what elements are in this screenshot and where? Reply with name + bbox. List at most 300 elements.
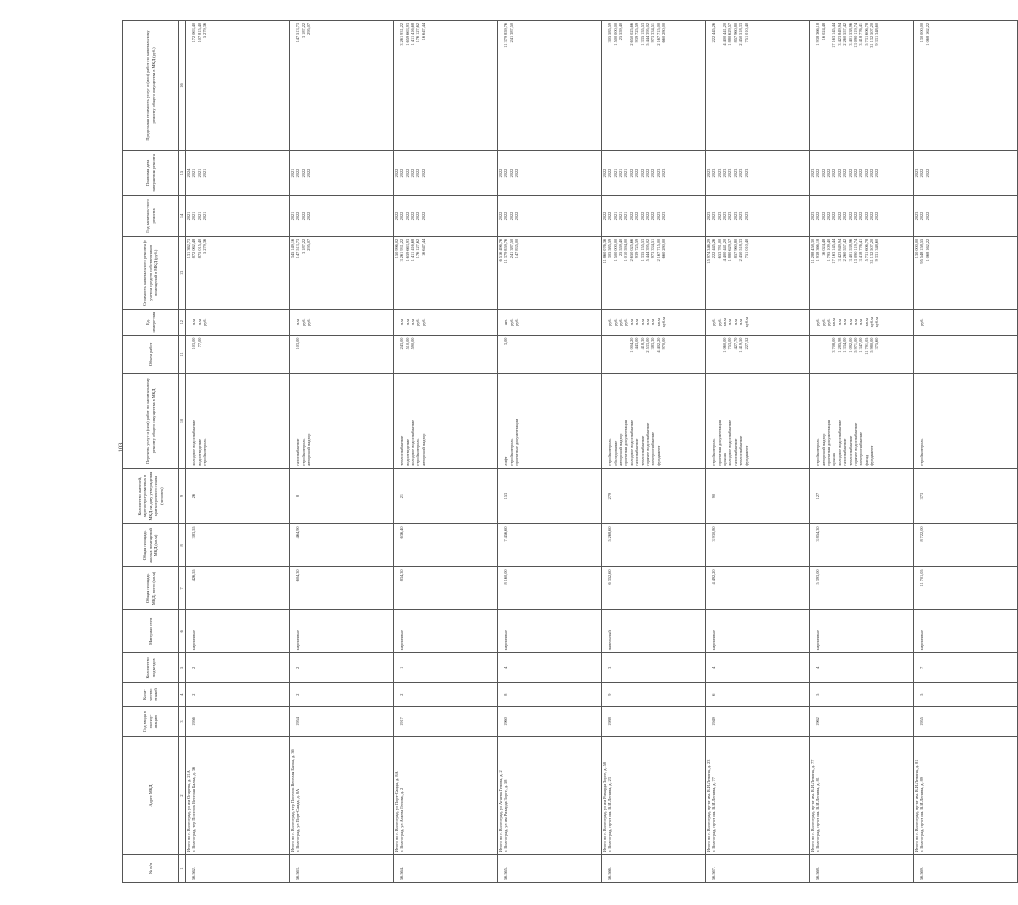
repair-year-cell-line: 2022 — [868, 211, 874, 221]
year-cell — [498, 706, 602, 736]
page-number: 103 — [117, 442, 125, 453]
residents-cell — [914, 468, 1018, 524]
repair-year-cell-line: 2023 — [706, 211, 711, 221]
end-date-cell-line: 2022 — [394, 168, 399, 178]
works-cell-line: водоотведение — [196, 438, 202, 466]
table-row — [810, 21, 914, 883]
limit-cost-cell-line: 176 127,62 — [415, 23, 421, 43]
unit-cell — [706, 309, 810, 335]
volume-cell-line: 3,00 — [503, 337, 509, 346]
column-header: Общая площадь жилых помещений МКД (кв.м) — [123, 524, 179, 567]
unit-cell — [810, 309, 914, 335]
limit-cost-cell-line: 1 880 629,57 — [727, 23, 733, 46]
address-cell-line: Итого по г. Волгоград, пр-кт им. В.И.Ленина, д. 77 — [810, 759, 815, 853]
repair-year-cell-line: 2022 — [498, 211, 503, 221]
cost-cell — [394, 236, 498, 309]
entrances-cell-line: 4 — [503, 666, 509, 669]
cost-cell-line: 939 725,59 — [634, 238, 640, 259]
entrances-cell — [186, 653, 290, 683]
repair-year-cell — [810, 196, 914, 237]
unit-cell-line: п.м — [644, 319, 650, 326]
address-cell-line: г. Волгоград, пр-кт им. В.И.Ленина, д. 77 — [711, 777, 717, 853]
address-cell — [810, 737, 914, 855]
cost-cell — [810, 236, 914, 309]
area-living-cell — [810, 524, 914, 567]
end-date-cell-line: 2023 — [660, 168, 666, 178]
address-cell-line: г. Волгоград, ул им Рихарда Зорге, д. 58 — [503, 779, 509, 853]
limit-cost-cell-line: 31 132 507,20 — [868, 23, 874, 48]
column-number: 7 — [179, 567, 186, 610]
address-cell-line: г. Волгоград, пр-кт им. В.И.Ленина, д. 81 — [815, 777, 821, 853]
end-date-cell-line: 2021 — [618, 168, 624, 178]
repair-year-cell-line: 2022 — [847, 211, 853, 221]
works-cell-line: стройконтроль — [919, 438, 925, 466]
end-date-cell — [810, 151, 914, 196]
end-date-cell-line: 2023 — [732, 168, 738, 178]
cost-cell-line: 1 880 629,57 — [727, 238, 733, 262]
column-header: № п/п — [123, 855, 179, 883]
unit-cell-line: шт. — [503, 319, 509, 326]
header-row — [123, 21, 179, 883]
cost-cell-line: 1 068 162,22 — [924, 238, 930, 262]
column-number: 10 — [179, 374, 186, 468]
end-date-cell-line: 2022 — [399, 168, 405, 178]
cost-cell-line: 345 149,16 — [290, 238, 295, 259]
limit-cost-cell — [394, 21, 498, 151]
works-cell-line: авторский надзор — [618, 433, 624, 466]
works-cell — [810, 374, 914, 468]
repair-year-cell-line: 2022 — [863, 211, 869, 221]
repair-year-cell — [186, 196, 290, 237]
area-living-cell-line: 7 456,60 — [503, 526, 509, 542]
limit-cost-cell-line: 3 418 776,41 — [858, 23, 864, 46]
entrances-cell-line: 4 — [815, 666, 821, 669]
works-cell — [914, 374, 1018, 468]
repair-year-cell-line: 2022 — [826, 211, 832, 221]
cost-cell-line: 147 835,00 — [514, 238, 520, 259]
limit-cost-cell-line: 3 261 931,22 — [399, 23, 405, 46]
limit-cost-cell-line: 16 647,44 — [420, 23, 426, 41]
works-cell-line: обследование — [612, 440, 618, 466]
works-cell-line: фундамент — [743, 445, 749, 466]
works-cell-line: холодное водоснабжение — [727, 419, 733, 466]
volume-cell-line: 3 708,00 — [831, 337, 837, 353]
unit-cell-line: куб.м — [743, 317, 749, 328]
table-row — [290, 21, 394, 883]
limit-cost-cell-line: 2 167 715,00 — [655, 23, 661, 46]
year-cell — [394, 706, 498, 736]
unit-cell-line: руб. — [415, 318, 421, 326]
column-header: Количество жителей, зарегистри-рованных в МКД на дату утверждения краткосрочного плана (человек) — [123, 468, 179, 524]
column-number: 11 — [179, 335, 186, 374]
limit-cost-cell-line: 1 659 663,93 — [404, 23, 410, 46]
table-row — [914, 21, 1018, 883]
volume-cell-line: 1 004,20 — [628, 337, 634, 353]
wall-material-cell-line: кирпичные — [711, 629, 717, 651]
end-date-cell-line: 2023 — [738, 168, 744, 178]
cost-cell-line: 2 167 715,00 — [655, 238, 661, 262]
unit-cell-line: руб. — [826, 318, 832, 326]
unit-cell-line: кв.м — [831, 318, 837, 327]
column-header: Перечень услуг и (или) работ по капитальному ремонту общего имущества в МКД — [123, 374, 179, 468]
row-number — [706, 855, 810, 883]
volume-cell-line: 375,60 — [874, 337, 880, 350]
row-number — [186, 855, 290, 883]
works-cell-line: авторский надзор — [420, 433, 426, 466]
residents-cell-line: 21 — [399, 493, 405, 499]
volume-cell-line: 1 092,00 — [847, 337, 853, 353]
volume-cell-line: 590,00 — [410, 337, 416, 350]
limit-cost-cell-line: 3 401 538,96 — [847, 23, 853, 46]
unit-cell-line: куб.м — [874, 317, 880, 328]
limit-cost-cell — [186, 21, 290, 151]
unit-cell — [290, 309, 394, 335]
row-number-line: 56.562. — [191, 867, 197, 880]
end-date-cell-line: 2023 — [914, 168, 919, 178]
limit-cost-cell-line: 1 500 000,00 — [612, 23, 618, 46]
repair-year-cell-line: 2021 — [196, 211, 202, 221]
address-cell-line: Итого по г. Волгоград, ул Агаева Генова, д. 2 — [498, 770, 503, 853]
table-row — [394, 21, 498, 883]
end-date-cell-line: 2022 — [415, 168, 421, 178]
unit-cell-line: руб. — [815, 318, 821, 326]
limit-cost-cell — [914, 21, 1018, 151]
cost-cell-line: 15 974 346,29 — [706, 238, 711, 264]
repair-year-cell-line: 2022 — [650, 211, 656, 221]
repair-year-cell-line: 2021 — [202, 211, 208, 221]
cost-cell — [602, 236, 706, 309]
cost-cell — [290, 236, 394, 309]
area-total-cell — [810, 567, 914, 610]
address-cell — [498, 737, 602, 855]
unit-cell — [602, 309, 706, 335]
repair-year-cell-line: 2022 — [628, 211, 634, 221]
end-date-cell-line: 2022 — [650, 168, 656, 178]
end-date-cell-line: 2022 — [503, 168, 509, 178]
repair-year-cell-line: 2023 — [716, 211, 722, 221]
unit-cell-line: куб.м — [660, 317, 666, 328]
year-cell-line: 1988 — [607, 717, 613, 726]
column-header: Количество подъездов — [123, 653, 179, 683]
cost-cell-line: 9 331 348,60 — [874, 238, 880, 262]
cost-cell-line: 3 423 849,94 — [836, 238, 842, 262]
entrances-cell — [602, 653, 706, 683]
repair-year-cell-line: 2021 — [191, 211, 197, 221]
year-cell — [914, 706, 1018, 736]
works-cell-line: авторский надзор — [306, 433, 312, 466]
repair-year-cell — [602, 196, 706, 237]
unit-cell-line: п.м — [404, 319, 410, 326]
entrances-cell — [810, 653, 914, 683]
works-cell-line: стройконтроль — [711, 438, 717, 466]
end-date-cell-line: 2022 — [514, 168, 520, 178]
works-cell-line: фундамент — [655, 445, 661, 466]
works-cell-line: горячее водоснабжение — [644, 422, 650, 466]
unit-cell-line: п.м — [634, 319, 640, 326]
limit-cost-cell-line: 1 335 155,53 — [639, 23, 645, 46]
wall-material-cell-line: кирпичные — [399, 629, 405, 651]
area-total-cell — [914, 567, 1018, 610]
row-number — [914, 855, 1018, 883]
unit-cell-line: руб. — [618, 318, 624, 326]
year-cell — [602, 706, 706, 736]
address-cell — [186, 737, 290, 855]
capital-repair-table — [122, 20, 1018, 883]
table-row — [706, 21, 810, 883]
floors-cell-line: 9 — [607, 693, 613, 696]
entrances-cell-line: 2 — [191, 666, 197, 669]
address-cell-line: г. Волгоград, пр-кт им. В.И.Ленина, д. 23 — [607, 777, 613, 853]
end-date-cell — [290, 151, 394, 196]
works-cell-line: теплоснабжение — [399, 435, 405, 466]
limit-cost-cell-line: 1 068 162,22 — [924, 23, 930, 46]
repair-year-cell-line: 2022 — [508, 211, 514, 221]
cost-cell-line: 1 795 109,40 — [826, 238, 832, 262]
entrances-cell-line: 1 — [399, 666, 405, 669]
works-cell — [602, 374, 706, 468]
volume-cell — [914, 335, 1018, 374]
unit-cell — [186, 309, 290, 335]
works-cell-line: газоснабжение — [842, 438, 848, 466]
floors-cell — [186, 683, 290, 707]
residents-cell-line: 153 — [503, 492, 509, 500]
cost-cell — [706, 236, 810, 309]
end-date-cell — [602, 151, 706, 196]
volume-cell — [394, 335, 498, 374]
end-date-cell — [498, 151, 602, 196]
works-cell-line: стройконтроль — [415, 438, 421, 466]
repair-year-cell-line: 2022 — [503, 211, 509, 221]
cost-cell-line: 176 127,62 — [415, 238, 421, 259]
volume-cell-line: 103,00 — [191, 337, 197, 350]
limit-cost-cell-line: 751 010,40 — [743, 23, 749, 43]
repair-year-cell-line: 2023 — [810, 211, 815, 221]
wall-material-cell-line: кирпичные — [191, 629, 197, 651]
works-cell-line: электроснабжение — [858, 431, 864, 466]
floors-cell — [914, 683, 1018, 707]
repair-year-cell-line: 2023 — [727, 211, 733, 221]
area-total-cell-line: 834,30 — [399, 569, 405, 582]
row-number — [394, 855, 498, 883]
end-date-cell-line: 2022 — [634, 168, 640, 178]
works-cell-line: фундамент — [868, 445, 874, 466]
cost-cell-line: 17 163 145,44 — [831, 238, 837, 264]
table-body — [186, 21, 1018, 883]
repair-year-cell-line: 2021 — [618, 211, 624, 221]
limit-cost-cell-line: 857 960,80 — [732, 23, 738, 43]
residents-cell — [706, 468, 810, 524]
entrances-cell-line: 2 — [295, 666, 301, 669]
column-number: 14 — [179, 196, 186, 237]
row-number — [498, 855, 602, 883]
floors-cell — [498, 683, 602, 707]
limit-cost-cell-line: 172 063,40 — [191, 23, 197, 43]
residents-cell — [394, 468, 498, 524]
works-cell-line: стройконтроль — [300, 438, 306, 466]
cost-cell-line: 1 411 416,68 — [410, 238, 416, 262]
cost-cell-line: 3 261 931,22 — [399, 238, 405, 262]
cost-cell-line: 95 548 158,55 — [919, 238, 925, 264]
volume-cell-line — [919, 338, 924, 372]
limit-cost-cell-line: 1 411 416,68 — [410, 23, 416, 46]
cost-cell-line: 16 647,44 — [420, 238, 426, 257]
repair-year-cell-line: 2022 — [420, 211, 426, 221]
limit-cost-cell — [498, 21, 602, 151]
unit-cell-line: п.м — [295, 319, 301, 326]
residents-cell — [186, 468, 290, 524]
end-date-cell-line: 2022 — [831, 168, 837, 178]
row-number-line: 56.565. — [503, 867, 509, 880]
cost-cell-line: 875 015,40 — [196, 238, 202, 259]
cost-cell-line: 25 559,40 — [618, 238, 624, 257]
limit-cost-cell-line: 222 445,26 — [711, 23, 717, 43]
limit-cost-cell-line: 130 000,00 — [919, 23, 925, 43]
row-number-line: 56.568. — [815, 867, 821, 880]
end-date-cell-line: 2022 — [644, 168, 650, 178]
address-cell-line: Итого по г. Волгоград, ул Порт-Саида, д. 8А — [394, 771, 399, 853]
area-living-cell — [394, 524, 498, 567]
unit-cell-line: п.м — [842, 319, 848, 326]
row-number-line: 56.567. — [711, 867, 717, 880]
address-cell-line: Итого по г. Волгоград, тер Поселок Веселая Балка, д. 36 — [290, 749, 295, 853]
row-number — [810, 855, 914, 883]
wall-material-cell — [706, 610, 810, 653]
row-number — [290, 855, 394, 883]
volume-cell-line: 103,00 — [295, 337, 301, 350]
address-cell — [290, 737, 394, 855]
repair-year-cell-line: 2022 — [874, 211, 880, 221]
end-date-cell-line: 2023 — [711, 168, 717, 178]
volume-cell-line: 2 533,00 — [644, 337, 650, 353]
cost-cell-line: 973 334,51 — [650, 238, 656, 259]
unit-cell-line: п.м — [650, 319, 656, 326]
floors-cell — [394, 683, 498, 707]
limit-cost-cell-line: 295,07 — [306, 23, 312, 35]
area-living-cell-line: 3 930,80 — [711, 526, 717, 542]
works-cell — [186, 374, 290, 468]
area-total-cell — [290, 567, 394, 610]
limit-cost-cell-line: 3 423 849,94 — [836, 23, 842, 46]
area-living-cell-line: 464,90 — [295, 526, 301, 539]
residents-cell — [810, 468, 914, 524]
wall-material-cell-line: панельный — [607, 630, 613, 651]
end-date-cell-line: 2021 — [191, 168, 197, 178]
cost-cell-line: 4 400 441,20 — [722, 238, 728, 262]
cost-cell-line: 241 387,50 — [508, 238, 514, 259]
end-date-cell-line: 2023 — [655, 168, 661, 178]
volume-cell-line: 427,70 — [732, 337, 738, 350]
area-living-cell — [602, 524, 706, 567]
repair-year-cell-line: 2022 — [639, 211, 645, 221]
unit-cell-line: руб. — [716, 318, 722, 326]
works-cell-line: стройконтроль — [607, 438, 613, 466]
floors-cell-line: 2 — [399, 693, 405, 696]
wall-material-cell — [498, 610, 602, 653]
works-cell-line: проектная документация — [826, 420, 832, 466]
volume-cell-line: 418,30 — [639, 337, 645, 350]
row-number-line: 56.569. — [919, 867, 925, 880]
unit-cell-line: п.м — [191, 319, 197, 326]
repair-year-cell — [498, 196, 602, 237]
volume-cell-line — [306, 338, 311, 372]
residents-cell-line: 26 — [191, 493, 197, 499]
area-total-cell — [394, 567, 498, 610]
works-cell-line: газоснабжение — [634, 438, 640, 466]
cost-cell-line: 6 516 496,76 — [498, 238, 503, 262]
column-header: Коли-чество этажей — [123, 683, 179, 707]
limit-cost-cell-line: 1 938 366,18 — [815, 23, 821, 46]
cost-cell — [914, 236, 1018, 309]
end-date-cell-line: 2022 — [300, 168, 306, 178]
end-date-cell-line: 2023 — [727, 168, 733, 178]
wall-material-cell-line: кирпичные — [815, 629, 821, 651]
cost-cell-line: 131 362,73 — [186, 238, 191, 259]
end-date-cell-line: 2022 — [874, 168, 880, 178]
end-date-cell-line: 2022 — [924, 168, 930, 178]
address-cell — [914, 737, 1018, 855]
column-header: Объем работ — [123, 335, 179, 374]
unit-cell-line: п.м — [852, 319, 858, 326]
end-date-cell-line: 2021 — [612, 168, 618, 178]
repair-year-cell-line: 2023 — [711, 211, 717, 221]
repair-year-cell-line: 2022 — [858, 211, 864, 221]
cost-cell-line: 295,07 — [306, 238, 312, 251]
limit-cost-cell-line: 305 585,59 — [607, 23, 613, 43]
volume-cell — [706, 335, 810, 374]
unit-cell-line: п.м — [738, 319, 744, 326]
row-number — [602, 855, 706, 883]
area-living-cell-line: 8 722,00 — [919, 526, 925, 542]
residents-cell-line: 127 — [815, 492, 821, 500]
end-date-cell-line: 2022 — [836, 168, 842, 178]
year-cell — [706, 706, 810, 736]
address-cell — [602, 737, 706, 855]
works-cell-line: холодное водоснабжение — [191, 419, 197, 466]
limit-cost-cell — [602, 21, 706, 151]
area-total-cell-line: 11 701,05 — [919, 569, 925, 587]
cost-cell-line: 751 010,40 — [743, 238, 749, 259]
cost-cell-line: 1 500 000,00 — [612, 238, 618, 262]
year-cell — [290, 706, 394, 736]
limit-cost-cell-line — [514, 23, 519, 148]
end-date-cell-line: 2021 — [202, 168, 208, 178]
volume-cell-line — [202, 338, 207, 372]
end-date-cell-line: 2022 — [508, 168, 514, 178]
limit-cost-cell-line: 241 387,50 — [508, 23, 514, 43]
floors-cell — [290, 683, 394, 707]
cost-cell-line: 3 187,22 — [300, 238, 306, 254]
limit-cost-cell-line: 17 163 145,44 — [831, 23, 837, 48]
limit-cost-cell-line: 973 334,51 — [650, 23, 656, 43]
address-cell — [706, 737, 810, 855]
year-cell-line: 1960 — [503, 717, 509, 726]
year-cell-line: 1956 — [191, 717, 197, 726]
volume-cell-line — [421, 338, 426, 372]
end-date-cell-line: 2023 — [722, 168, 728, 178]
volume-cell-line: 11 791,05 — [863, 337, 869, 355]
works-cell-line: электроснабжение — [650, 431, 656, 466]
cost-cell-line: 5 444 395,02 — [644, 238, 650, 262]
works-cell-line: теплоснабжение — [847, 435, 853, 466]
limit-cost-cell-line: 5 731 606,78 — [863, 23, 869, 46]
area-total-cell — [706, 567, 810, 610]
unit-cell-line: п.м — [732, 319, 738, 326]
works-cell — [706, 374, 810, 468]
volume-cell-line: 1 285,98 — [836, 337, 842, 353]
column-header: Плановая дата завершения ремонта — [123, 151, 179, 196]
repair-year-cell-line: 2022 — [852, 211, 858, 221]
works-cell-line: газоснабжение — [295, 438, 301, 466]
